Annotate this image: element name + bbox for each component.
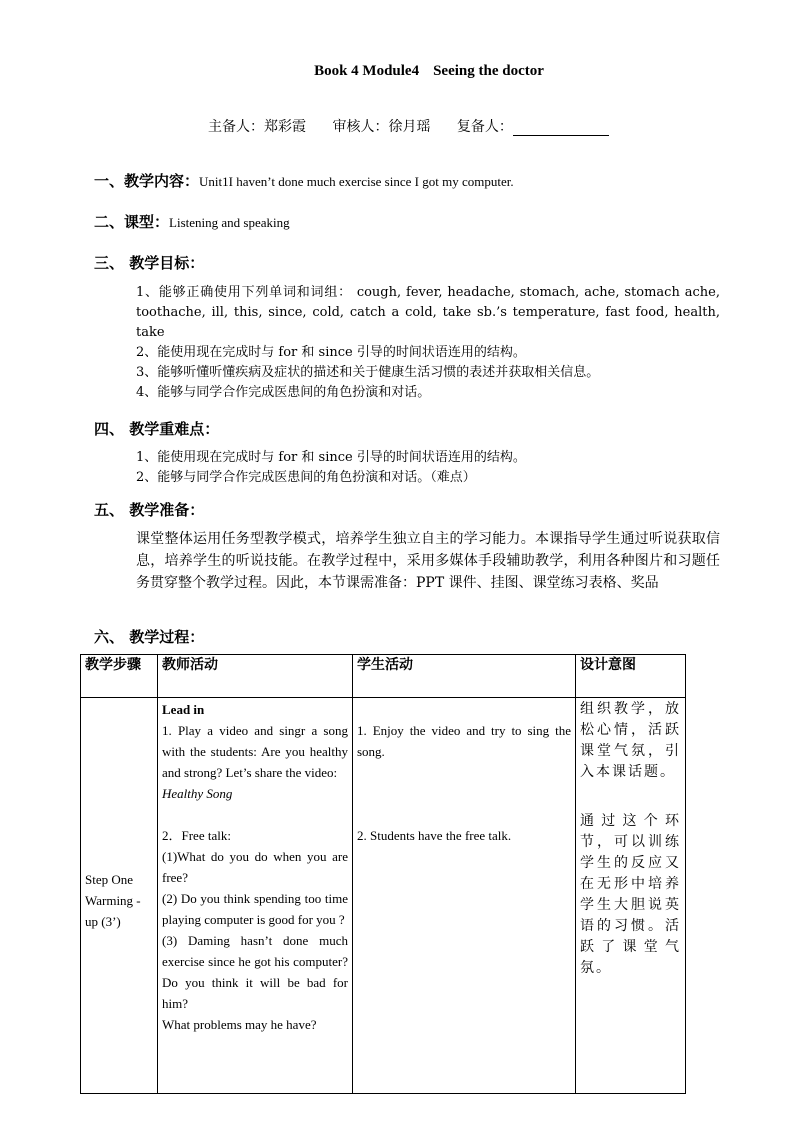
step-cell (81, 698, 158, 1094)
section-preparation-heading: 五、 教学准备： (94, 501, 205, 519)
objective-item: 1、能够正确使用下列单词和词组： cough, fever, headache, stomach, ache, stomach ache, toothache, ill, this, since, cold, catch a cold, take sb.’s temperature, fast food, health, take (136, 285, 720, 340)
header-intent: 设计意图 (576, 655, 686, 698)
section-content-text: Unit1I haven’t done much exercise since I got my computer. (199, 174, 514, 189)
objective-item: 3、能够听懂听懂疾病及症状的描述和关于健康生活习惯的表述并获取相关信息。 (136, 365, 600, 380)
keypoint-item: 2、能够与同学合作完成医患间的角色扮演和对话。（难点） (136, 470, 476, 485)
intent-cell (576, 698, 686, 1094)
objective-item: 2、能使用现在完成时与 for 和 since 引导的时间状语连用的结构。 (136, 345, 526, 360)
lead-in-heading: Lead in (162, 702, 205, 717)
free-talk-question: (1)What do you do when you are free? (162, 849, 348, 885)
title-sub: Seeing the doctor (433, 63, 544, 79)
free-talk-question: (3) Daming hasn’t done much exercise since he got his computer? Do you think it will be bad for him? (162, 933, 348, 1011)
table-row (81, 698, 686, 1094)
free-talk-question: What problems may he have? (162, 1017, 317, 1032)
objective-item: 4、能够与同学合作完成医患间的角色扮演和对话。 (136, 385, 431, 400)
student-activity-2: 2. Students have the free talk. (357, 828, 512, 843)
section-content (94, 170, 514, 191)
header-step: 教学步骤 (81, 655, 158, 698)
process-table (80, 654, 686, 1094)
song-title: Healthy Song (162, 786, 233, 801)
section-process-heading: 六、 教学过程： (94, 628, 205, 646)
reviewer: 审核人：徐月瑶 (332, 119, 431, 135)
backup-preparer-blank (513, 121, 609, 136)
section-keypoints-heading: 四、 教学重难点： (94, 420, 220, 438)
section-type (94, 211, 290, 232)
intent-1: 组织教学，放松心情，活跃课堂气氛，引入本课话题。 (580, 701, 681, 780)
objectives-list (136, 283, 720, 403)
intent-2: 通过这个环节，可以训练学生的反应又在无形中培养学生大胆说英语的习惯。活跃了课堂气氛。 (580, 813, 681, 976)
keypoints-list (136, 448, 720, 488)
staff-line (208, 116, 631, 136)
step-label: Step One Warming -up (3’) (85, 871, 141, 929)
section-type-text: Listening and speaking (169, 215, 290, 230)
section-objectives-heading: 三、 教学目标： (94, 254, 205, 272)
backup-preparer-label: 复备人： (456, 119, 513, 135)
document-title (0, 63, 794, 80)
student-activity-1: 1. Enjoy the video and try to sing the song. (357, 723, 571, 759)
preparation-text: 课堂整体运用任务型教学模式，培养学生独立自主的学习能力。本课指导学生通过听说获取信息，培养学生的听说技能。在教学过程中，采用多媒体手段辅助教学，利用各种图片和习题任务贯穿整个教学过程。因此，本节课需准备：PPT 课件、挂图、课堂练习表格、奖品 (136, 531, 720, 591)
main-preparer: 主备人：郑彩霞 (208, 119, 306, 135)
keypoint-item: 1、能使用现在完成时与 for 和 since 引导的时间状语连用的结构。 (136, 450, 526, 465)
header-teacher: 教师活动 (158, 655, 353, 698)
teacher-cell (158, 698, 353, 1094)
title-main: Book 4 Module4 (314, 63, 420, 79)
header-student: 学生活动 (353, 655, 576, 698)
student-cell (353, 698, 576, 1094)
section-content-label: 一、教学内容： (94, 172, 200, 190)
section-type-label: 二、课型： (94, 213, 170, 231)
teacher-activity-1: 1. Play a video and singr a song with the students: Are you healthy and strong? Let’s share the video: (162, 723, 348, 780)
free-talk-question: (2) Do you think spending too time playing computer is good for you ? (162, 891, 348, 927)
free-talk-title: 2．Free talk: (162, 828, 231, 843)
table-header-row (81, 655, 686, 698)
